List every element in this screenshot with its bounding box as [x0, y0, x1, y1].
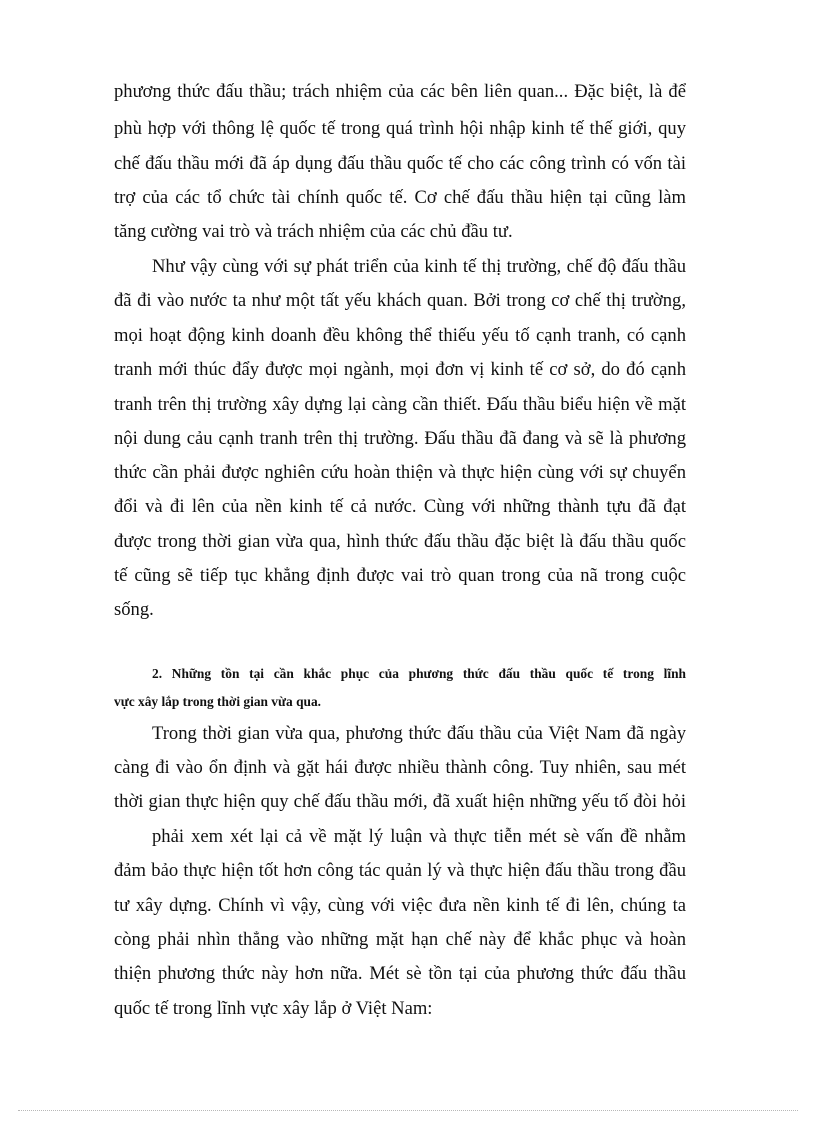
text-line: còng phải nhìn thẳng vào những mặt hạn chế này để khắc phục và hoàn: [114, 929, 686, 950]
heading-line: vực xây lắp trong thời gian vừa qua.: [114, 694, 322, 709]
text-line: đã đi vào nước ta như một tất yếu khách quan. Bởi trong cơ chế thị trường,: [114, 290, 686, 311]
text-line: tư xây dựng. Chính vì vậy, cùng với việc đưa nền kinh tế đi lên, chúng ta: [114, 895, 686, 916]
text-line: được trong thời gian vừa qua, hình thức đấu thầu đặc biệt là đấu thầu quốc: [114, 531, 686, 552]
text-line: nội dung cảu cạnh tranh trên thị trường. Đấu thầu đã đang và sẽ là phương: [114, 428, 686, 449]
text-line: thức cần phải được nghiên cứu hoàn thiện và thực hiện cùng với sự chuyển: [114, 462, 686, 483]
text-line: Như vậy cùng với sự phát triển của kinh tế thị trường, chế độ đấu thầu: [152, 256, 686, 277]
text-line: tăng cường vai trò và trách nhiệm của các chủ đầu tư.: [114, 221, 513, 242]
text-line: Trong thời gian vừa qua, phương thức đấu thầu của Việt Nam đã ngày: [152, 723, 686, 744]
text-line: quốc tế trong lĩnh vực xây lắp ở Việt Nam:: [114, 998, 433, 1019]
text-line: đổi và đi lên của nền kinh tế cả nước. Cùng với những thành tựu đã đạt: [114, 496, 686, 517]
text-line: mọi hoạt động kinh doanh đều không thể thiếu yếu tố cạnh tranh, có cạnh: [114, 325, 686, 346]
text-line: phải xem xét lại cả về mặt lý luận và thực tiễn mét sè vấn đề nhằm: [152, 826, 686, 847]
text-line: thời gian thực hiện quy chế đấu thầu mới, đã xuất hiện những yếu tố đòi hỏi: [114, 791, 686, 812]
text-line: tế cũng sẽ tiếp tục khẳng định được vai trò quan trong của nã trong cuộc: [114, 565, 686, 586]
text-line: thiện phương thức này hơn nữa. Mét sè tồn tại của phương thức đấu thầu: [114, 963, 686, 984]
text-line: chế đấu thầu mới đã áp dụng đấu thầu quốc tế cho các công trình có vốn tài: [114, 153, 686, 174]
heading-line: 2. Những tồn tại cần khắc phục của phương thức đấu thầu quốc tế trong lĩnh: [152, 666, 686, 681]
text-line: càng đi vào ổn định và gặt hái được nhiều thành công. Tuy nhiên, sau mét: [114, 757, 686, 778]
text-line: phương thức đấu thầu; trách nhiệm của các bên liên quan... Đặc biệt, là để: [114, 81, 686, 102]
text-line: phù hợp với thông lệ quốc tế trong quá trình hội nhập kinh tế thế giới, quy: [114, 118, 686, 139]
text-line: trợ của các tổ chức tài chính quốc tế. Cơ chế đấu thầu hiện tại cũng làm: [114, 187, 686, 208]
page-bottom-divider: [18, 1110, 798, 1111]
text-line: sống.: [114, 599, 154, 620]
text-line: tranh mới thúc đẩy được mọi ngành, mọi đơn vị kinh tế cơ sở, do đó cạnh: [114, 359, 686, 380]
text-line: đảm bảo thực hiện tốt hơn công tác quản lý và thực hiện đấu thầu trong đầu: [114, 860, 686, 881]
text-line: tranh trên thị trường xây dựng lại càng cần thiết. Đấu thầu biểu hiện về mặt: [114, 394, 686, 415]
